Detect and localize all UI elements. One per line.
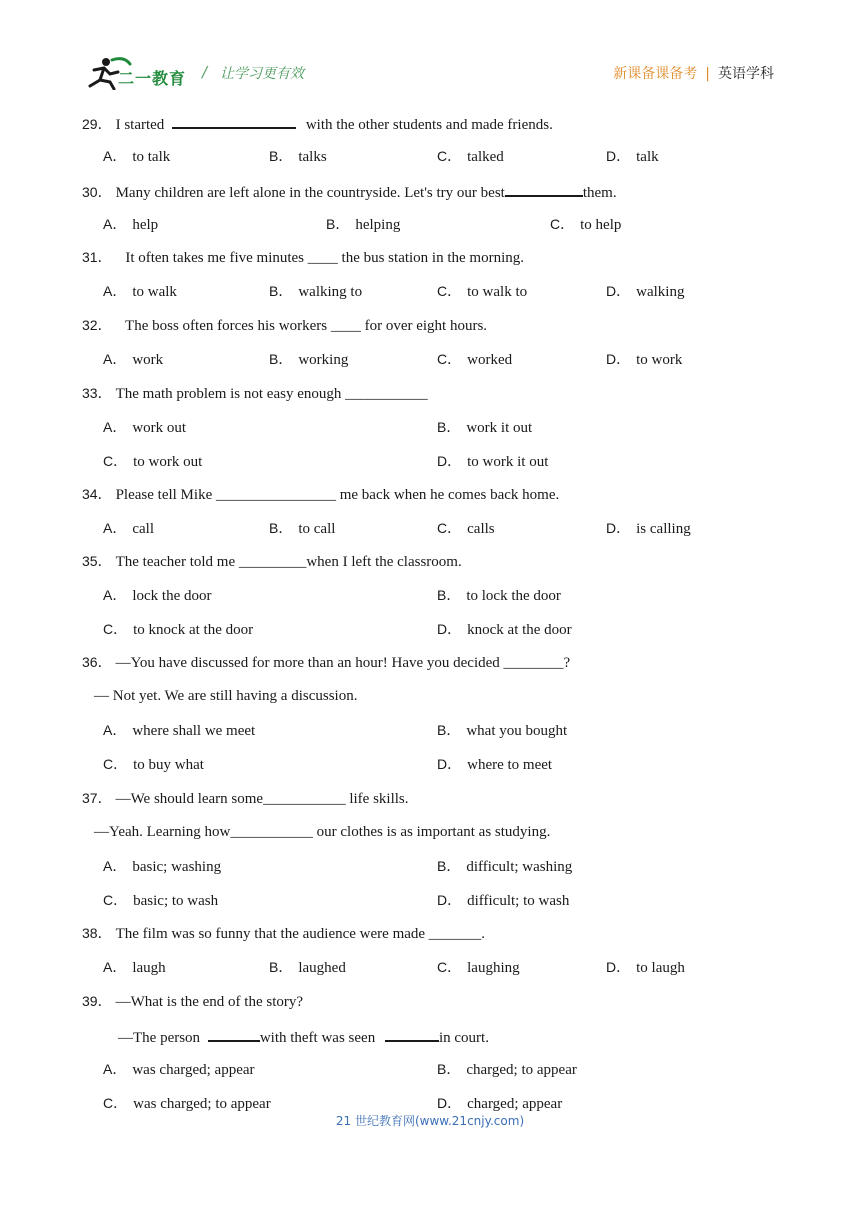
option-b[interactable]: B． to lock the door — [437, 587, 561, 604]
reply-text-a: —The person — [118, 1030, 204, 1046]
question-text: Please tell Mike ________________ me back when he comes back home. — [115, 487, 560, 503]
question-text-end: them. — [582, 185, 617, 201]
option-b[interactable]: B． laughed — [269, 959, 346, 976]
question-text: —What is the end of the story? — [115, 994, 304, 1010]
question-number: 37． — [82, 790, 112, 806]
question-31 — [82, 248, 524, 267]
option-c[interactable]: C． basic; to wash — [103, 892, 219, 909]
answer-blank-1 — [208, 1026, 260, 1042]
question-number: 34． — [82, 486, 112, 502]
header-tag-course: 新课备课备考 — [613, 66, 698, 82]
option-d[interactable]: D． walking — [606, 283, 685, 300]
option-c[interactable]: C． to buy what — [103, 756, 204, 773]
option-d[interactable]: D． where to meet — [437, 756, 553, 773]
option-c[interactable]: C． to walk to — [437, 283, 528, 300]
reply-text-b: with theft was seen — [259, 1030, 379, 1046]
header-tags — [613, 63, 774, 83]
question-number: 31． — [82, 249, 112, 265]
question-39 — [82, 992, 303, 1011]
option-c[interactable]: C． talked — [437, 148, 504, 165]
answer-blank-2 — [385, 1026, 439, 1042]
question-35 — [82, 552, 462, 571]
option-d[interactable]: D． talk — [606, 148, 659, 165]
question-36-reply: — Not yet. We are still having a discussion. — [94, 688, 358, 704]
header-tag-subject: 英语学科 — [718, 66, 774, 82]
question-34 — [82, 485, 559, 504]
option-a[interactable]: A． basic; washing — [103, 858, 222, 875]
option-a[interactable]: A． where shall we meet — [103, 722, 256, 739]
option-c[interactable]: C． to knock at the door — [103, 621, 254, 638]
option-a[interactable]: A． work — [103, 351, 164, 368]
question-number: 39． — [82, 993, 112, 1009]
option-b[interactable]: B． working — [269, 351, 349, 368]
question-29 — [82, 113, 553, 134]
slogan-separator: / — [202, 63, 208, 81]
option-d[interactable]: D． to work it out — [437, 453, 549, 470]
option-d[interactable]: D． knock at the door — [437, 621, 572, 638]
option-a[interactable]: A． help — [103, 216, 159, 233]
question-text: —We should learn some___________ life skills. — [115, 791, 409, 807]
option-a[interactable]: A． laugh — [103, 959, 166, 976]
question-37-reply: —Yeah. Learning how___________ our clothes is as important as studying. — [94, 824, 551, 840]
question-text: —You have discussed for more than an hour! Have you decided ________? — [115, 655, 571, 671]
question-number: 35． — [82, 553, 112, 569]
option-c[interactable]: C． worked — [437, 351, 513, 368]
option-a[interactable]: A． call — [103, 520, 154, 537]
option-b[interactable]: B． talks — [269, 148, 327, 165]
option-c[interactable]: C． was charged; to appear — [103, 1095, 271, 1112]
option-c[interactable]: C． calls — [437, 520, 495, 537]
question-number: 38． — [82, 925, 112, 941]
option-c[interactable]: C． to work out — [103, 453, 203, 470]
option-d[interactable]: D． charged; appear — [437, 1095, 563, 1112]
question-number: 29． — [82, 116, 112, 132]
question-number: 33． — [82, 385, 112, 401]
reply-text-c: in court. — [438, 1030, 489, 1046]
question-30 — [82, 181, 617, 202]
logo-text: 二一教育 — [118, 69, 187, 88]
page-header — [0, 0, 860, 100]
question-text-end: with the other students and made friends. — [302, 117, 553, 133]
question-text: The boss often forces his workers ____ for over eight hours. — [121, 318, 488, 334]
option-b[interactable]: B． walking to — [269, 283, 363, 300]
option-b[interactable]: B． helping — [326, 216, 401, 233]
question-text: The math problem is not easy enough ___________ — [115, 386, 428, 402]
question-32 — [82, 316, 487, 335]
option-a[interactable]: A． lock the door — [103, 587, 212, 604]
option-b[interactable]: B． charged; to appear — [437, 1061, 577, 1078]
option-b[interactable]: B． work it out — [437, 419, 533, 436]
question-36 — [82, 653, 570, 672]
question-text: Many children are left alone in the countryside. Let's try our best — [115, 185, 505, 201]
option-a[interactable]: A． was charged; appear — [103, 1061, 255, 1078]
answer-blank — [172, 113, 296, 129]
option-d[interactable]: D． difficult; to wash — [437, 892, 570, 909]
question-text: The film was so funny that the audience were made _______. — [115, 926, 486, 942]
question-39-reply — [118, 1026, 489, 1047]
header-divider: | — [705, 66, 710, 82]
option-c[interactable]: C． to help — [550, 216, 622, 233]
option-d[interactable]: D． to laugh — [606, 959, 685, 976]
option-a[interactable]: A． to talk — [103, 148, 171, 165]
option-a[interactable]: A． work out — [103, 419, 187, 436]
option-d[interactable]: D． to work — [606, 351, 683, 368]
slogan: 让学习更有效 — [220, 66, 304, 82]
question-number: 32． — [82, 317, 112, 333]
answer-blank — [505, 181, 583, 197]
option-d[interactable]: D． is calling — [606, 520, 691, 537]
option-a[interactable]: A． to walk — [103, 283, 177, 300]
question-number: 30． — [82, 184, 112, 200]
page-footer: 21 世纪教育网(www.21cnjy.com) — [335, 1114, 525, 1128]
question-38 — [82, 924, 485, 943]
question-number: 36． — [82, 654, 112, 670]
option-b[interactable]: B． to call — [269, 520, 336, 537]
option-c[interactable]: C． laughing — [437, 959, 520, 976]
option-b[interactable]: B． what you bought — [437, 722, 568, 739]
question-text: It often takes me five minutes ____ the bus station in the morning. — [121, 250, 525, 266]
question-text: I started — [115, 117, 169, 133]
question-text: The teacher told me _________when I left the classroom. — [115, 554, 462, 570]
question-37 — [82, 789, 409, 808]
question-33 — [82, 384, 428, 403]
option-b[interactable]: B． difficult; washing — [437, 858, 573, 875]
